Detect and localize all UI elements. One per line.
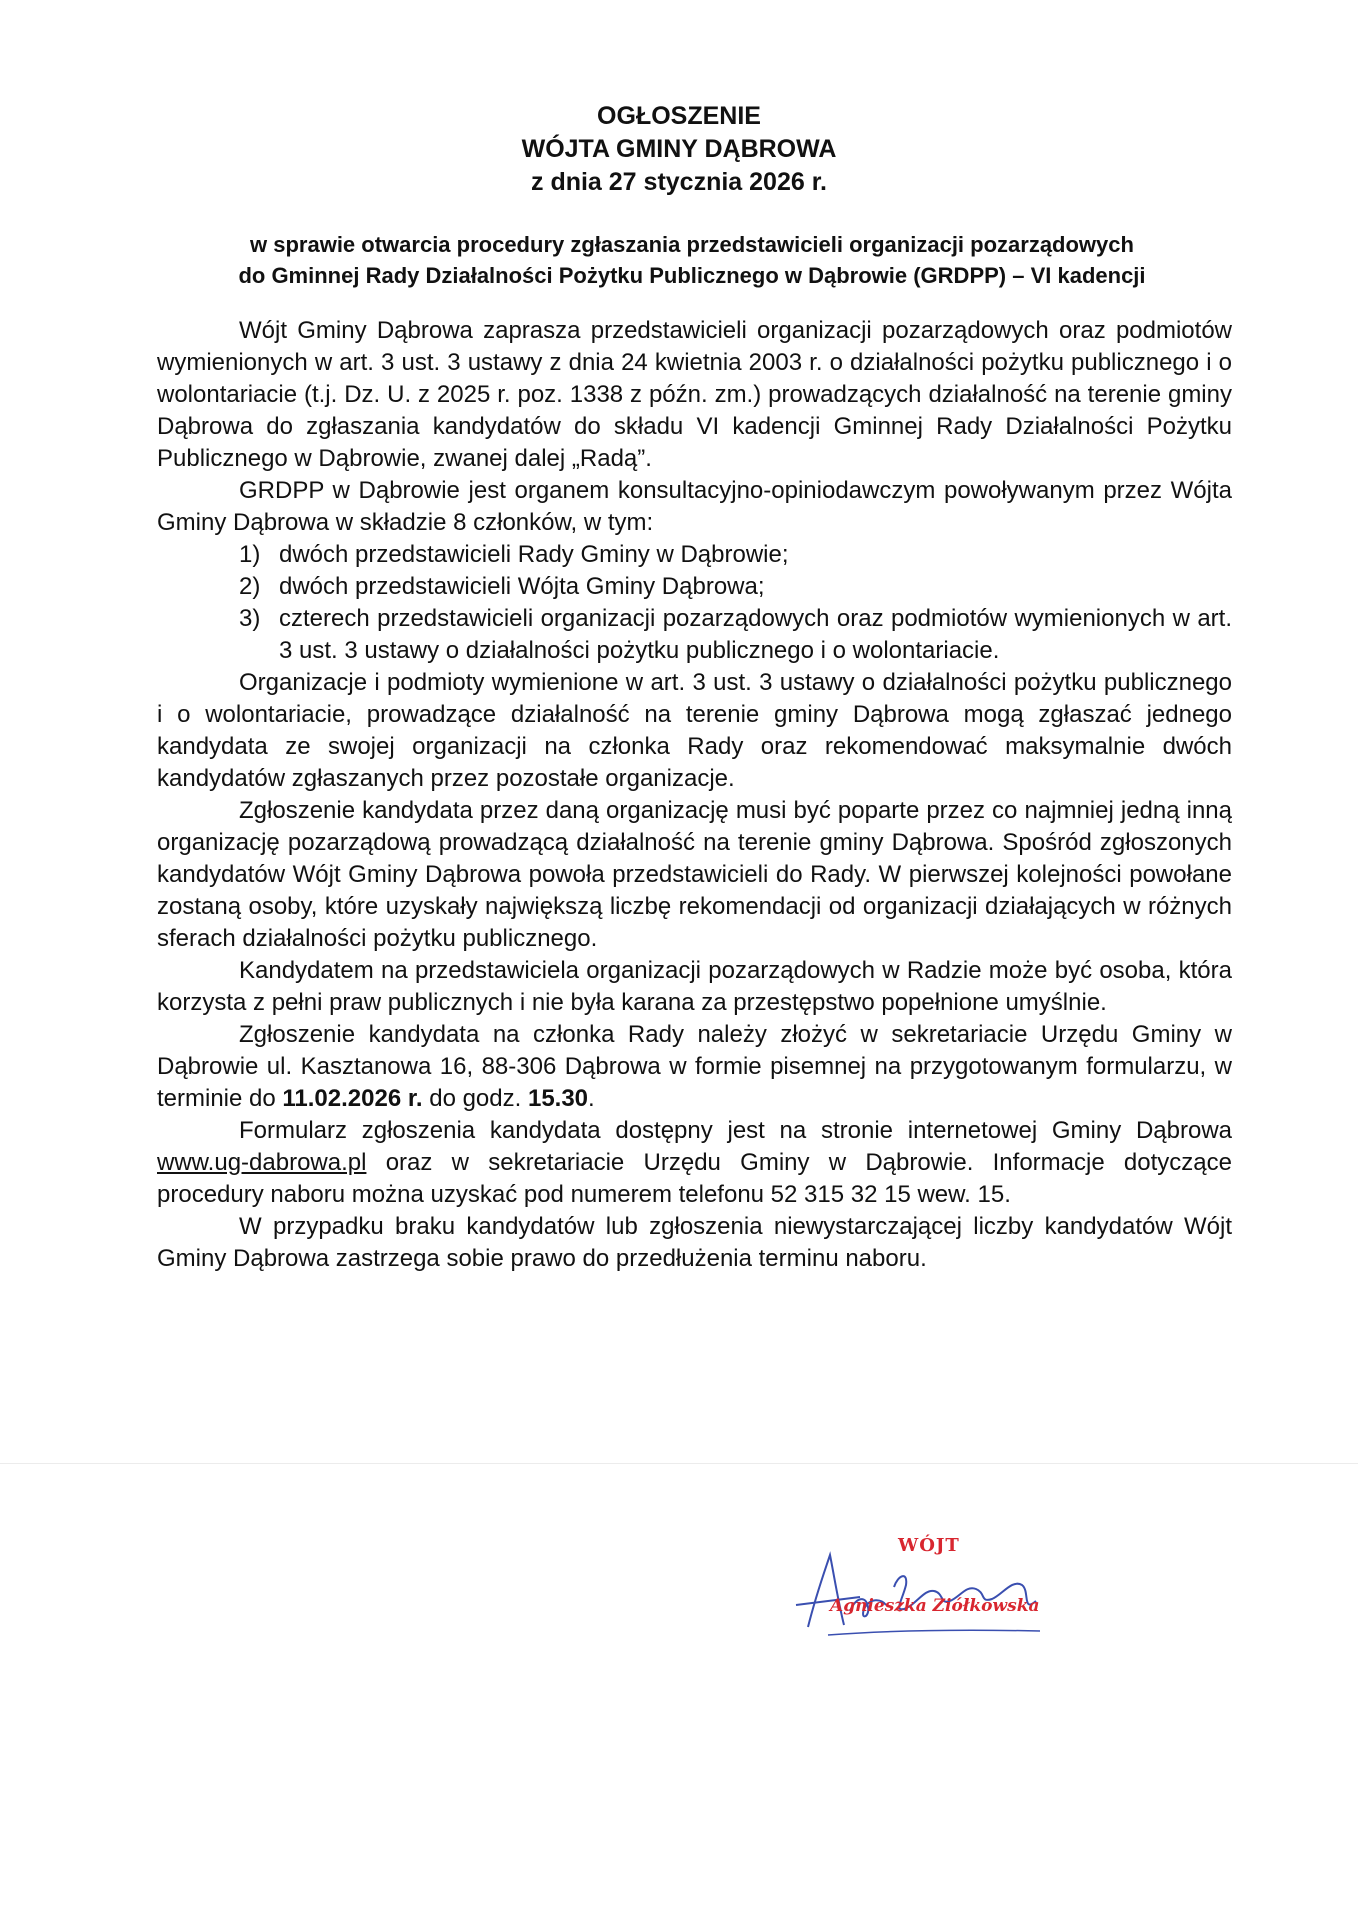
subject-line-1: w sprawie otwarcia procedury zgłaszania przedstawicieli organizacji pozarządowych [250, 232, 1134, 257]
list-item-text: czterech przedstawicieli organizacji pozarządowych oraz podmiotów wymienionych w art. 3 ust. 3 ustawy o działalności pożytku publicznego i o wolontariacie. [279, 605, 1232, 664]
paragraph-form-info [157, 1115, 1232, 1211]
announcement-date: z dnia 27 stycznia 2026 r. [531, 168, 827, 196]
issuer-title: WÓJTA GMINY DĄBROWA [521, 135, 837, 163]
website-link[interactable]: www.ug-dabrowa.pl [157, 1149, 367, 1176]
list-item [157, 539, 1232, 571]
subject-line-2: do Gminnej Rady Działalności Pożytku Publicznego w Dąbrowie (GRDPP) – VI kadencji [238, 263, 1146, 288]
submission-text-end: . [588, 1085, 595, 1112]
announcement-header [0, 100, 1358, 199]
list-item-text: dwóch przedstawicieli Rady Gminy w Dąbrowie; [279, 541, 789, 568]
announcement-subject [157, 229, 1227, 291]
list-item-number: 2) [239, 573, 261, 600]
list-item-number: 1) [239, 541, 261, 568]
paragraph-extension: W przypadku braku kandydatów lub zgłoszenia niewystarczającej liczby kandydatów Wójt Gminy Dąbrowa zastrzega sobie prawo do przedłużenia terminu naboru. [157, 1213, 1232, 1272]
paragraph-invitation: Wójt Gminy Dąbrowa zaprasza przedstawicieli organizacji pozarządowych oraz podmiotów wymienionych w art. 3 ust. 3 ustawy z dnia 24 kwietnia 2003 r. o działalności pożytku publicznego i o wolontariacie (t.j. Dz. U. z 2025 r. poz. 1338 z późn. zm.) prowadzących działalność na terenie gminy Dąbrowa do zgłaszania kandydatów do składu VI kadencji Gminnej Rady Działalności Pożytku Publicznego w Dąbrowie, zwanej dalej „Radą”. [157, 317, 1232, 472]
paragraph-submission [157, 1019, 1232, 1115]
submission-deadline-time: 15.30 [527, 1085, 589, 1112]
list-item-number: 3) [239, 605, 261, 632]
list-item-text: dwóch przedstawicieli Wójta Gminy Dąbrowa; [279, 573, 765, 600]
paragraph-organizations: Organizacje i podmioty wymienione w art. 3 ust. 3 ustawy o działalności pożytku publicznego i o wolontariacie, prowadzące działalność na terenie gminy Dąbrowa mogą zgłaszać jednego kandydata ze swojej organizacji na członka Rady oraz rekomendować maksymalnie dwóch kandydatów zgłaszanych przez pozostałe organizacje. [157, 669, 1232, 792]
form-info-text-end: oraz w sekretariacie Urzędu Gminy w Dąbrowie. Informacje dotyczące procedury naboru można uzyskać pod numerem telefonu 52 315 32 15 wew. 15. [157, 1149, 1232, 1208]
submission-deadline-date: 11.02.2026 r. [282, 1085, 423, 1112]
scan-divider [0, 1463, 1358, 1464]
announcement-title: OGŁOSZENIE [597, 102, 761, 130]
submission-text-middle: do godz. [422, 1085, 528, 1112]
form-info-text: Formularz zgłoszenia kandydata dostępny jest na stronie internetowej Gminy Dąbrowa [239, 1117, 1232, 1144]
signature-name: Agnieszka Ziółkowska [830, 1596, 1040, 1616]
composition-list [157, 539, 1232, 667]
paragraph-eligibility: Kandydatem na przedstawiciela organizacji pozarządowych w Radzie może być osoba, która korzysta z pełni praw publicznych i nie była karana za przestępstwo popełnione umyślnie. [157, 957, 1232, 1016]
announcement-body [157, 315, 1232, 1275]
list-item [157, 603, 1232, 667]
signature-stamp [790, 1535, 1060, 1645]
paragraph-composition: GRDPP w Dąbrowie jest organem konsultacyjno-opiniodawczym powoływanym przez Wójta Gminy Dąbrowa w składzie 8 członków, w tym: [157, 477, 1232, 536]
submission-text: Zgłoszenie kandydata na członka Rady należy złożyć w sekretariacie Urzędu Gminy w Dąbrowie ul. Kasztanowa 16, 88-306 Dąbrowa w formie pisemnej na przygotowanym formularzu, w terminie do [157, 1021, 1232, 1112]
signature-title: WÓJT [898, 1535, 960, 1556]
paragraph-support: Zgłoszenie kandydata przez daną organizację musi być poparte przez co najmniej jedną inną organizację pozarządową prowadzącą działalność na terenie gminy Dąbrowa. Spośród zgłoszonych kandydatów Wójt Gminy Dąbrowa powoła przedstawicieli do Rady. W pierwszej kolejności powołane zostaną osoby, które uzyskały największą liczbę rekomendacji od organizacji działających w różnych sferach działalności pożytku publicznego. [157, 797, 1232, 952]
list-item [157, 571, 1232, 603]
